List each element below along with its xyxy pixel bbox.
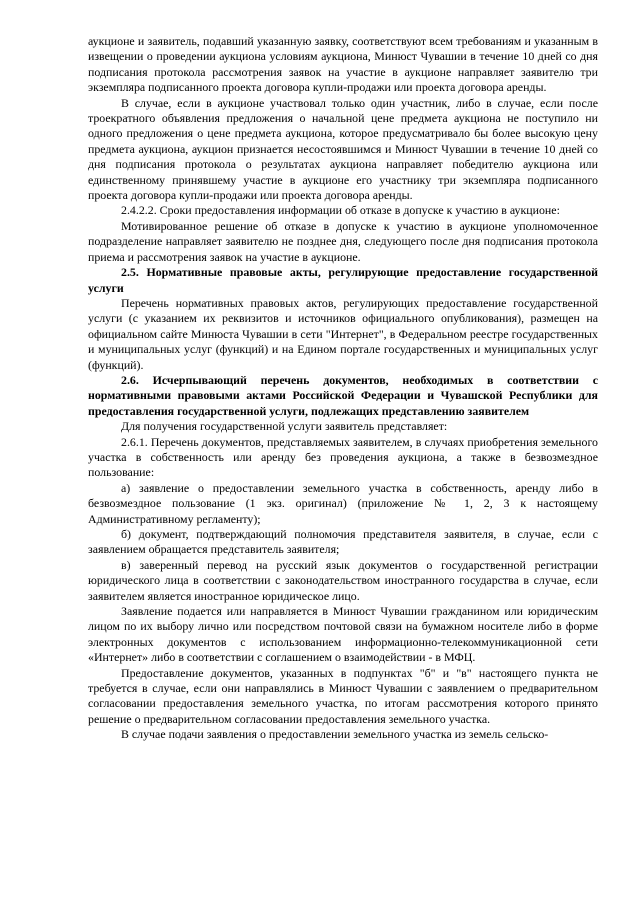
list-item-a: а) заявление о предоставлении земельного участка в собственность, аренду либо в безвозмездное пользование (1 экз. оригинал) (приложение № 1, 2, 3 к настоящему Административному регламенту); (88, 480, 598, 526)
paragraph-2-4-2-2: 2.4.2.2. Сроки предоставления информации об отказе в допуске к участию в аукционе: (121, 203, 560, 218)
paragraph-2-6-1: 2.6.1. Перечень документов, представляемых заявителем, в случаях приобретения земельного участка в собственность или аренду без проведения аукциона, а также в безвозмездное пользование: (88, 434, 598, 480)
paragraph-submission-methods: Заявление подается или направляется в Минюст Чувашии гражданином или юридическим лицом по их выбору лично или посредством почтовой связи на бумажном носителе либо в форме электронных документов с использованием информационно-телекоммуникационной сети «Интернет» либо в соответствии с соглашением о взаимодействии - в МФЦ. (88, 604, 598, 665)
paragraph-auction-failed: В случае, если в аукционе участвовал только один участник, либо в случае, если после троекратного объявления предложения о начальной цене предмета аукциона не поступило ни одного предложения о цене предмета аукциона, которое предусматривало бы более высокую цену предмета аукциона, аукцион признается несостоявшимся и Минюст Чувашии в течение 10 дней со дня подписания протокола о результатах аукциона направляет победителю аукциона или единственному принявшему участие в аукционе его участнику три экземпляра подписанного проекта договора купли-продажи или проекта договора аренды. (88, 95, 598, 203)
section-heading-2-5: 2.5. Нормативные правовые акты, регулирующие предоставление государственной услуги (88, 265, 598, 295)
list-item-b: б) документ, подтверждающий полномочия представителя заявителя, в случае, если с заявлением обращается представитель заявителя; (88, 527, 598, 557)
paragraph-applicant-submits: Для получения государственной услуги заявитель представляет: (121, 419, 448, 434)
document-page (88, 34, 598, 743)
paragraph-normative-acts: Перечень нормативных правовых актов, регулирующих предоставление государственной услуги (с указанием их реквизитов и источников официального опубликования), размещен на официальном сайте Минюста Чувашии в сети "Интернет", в Федеральном реестре государственных и муниципальных услуг (функций) и на Едином портале государственных и муниципальных услуг (функций). (88, 295, 598, 372)
paragraph-agricultural-land: В случае подачи заявления о предоставлении земельного участка из земель сельско- (121, 727, 549, 742)
list-item-v: в) заверенный перевод на русский язык документов о государственной регистрации юридического лица в соответствии с законодательством иностранного государства в случае, если заявителем является иностранное юридическое лицо. (88, 557, 598, 603)
paragraph-documents-not-required: Предоставление документов, указанных в подпунктах "б" и "в" настоящего пункта не требуется в случае, если они направлялись в Минюст Чувашии с заявлением о предварительном согласовании предоставления земельного участка, по итогам рассмотрения которого принято решение о предварительном согласовании предоставления земельного участка. (88, 665, 598, 726)
paragraph-auction-contract-delivery: аукционе и заявитель, подавший указанную заявку, соответствуют всем требованиям и указанным в извещении о проведении аукциона условиям аукциона, Минюст Чувашии в течение 10 дней со дня подписания протокола рассмотрения заявок на участие в аукционе направляет заявителю три экземпляра подписанного проекта договора купли-продажи или проекта договора аренды. (88, 34, 598, 95)
section-heading-2-6: 2.6. Исчерпывающий перечень документов, необходимых в соответствии с нормативными правовыми актами Российской Федерации и Чувашской Республики для предоставления государственной услуги, подлежащих представлению заявителем (88, 372, 598, 418)
paragraph-refusal-decision: Мотивированное решение об отказе в допуске к участию в аукционе уполномоченное подразделение направляет заявителю не позднее дня, следующего после дня подписания протокола приема и рассмотрения заявок на участие в аукционе. (88, 218, 598, 264)
